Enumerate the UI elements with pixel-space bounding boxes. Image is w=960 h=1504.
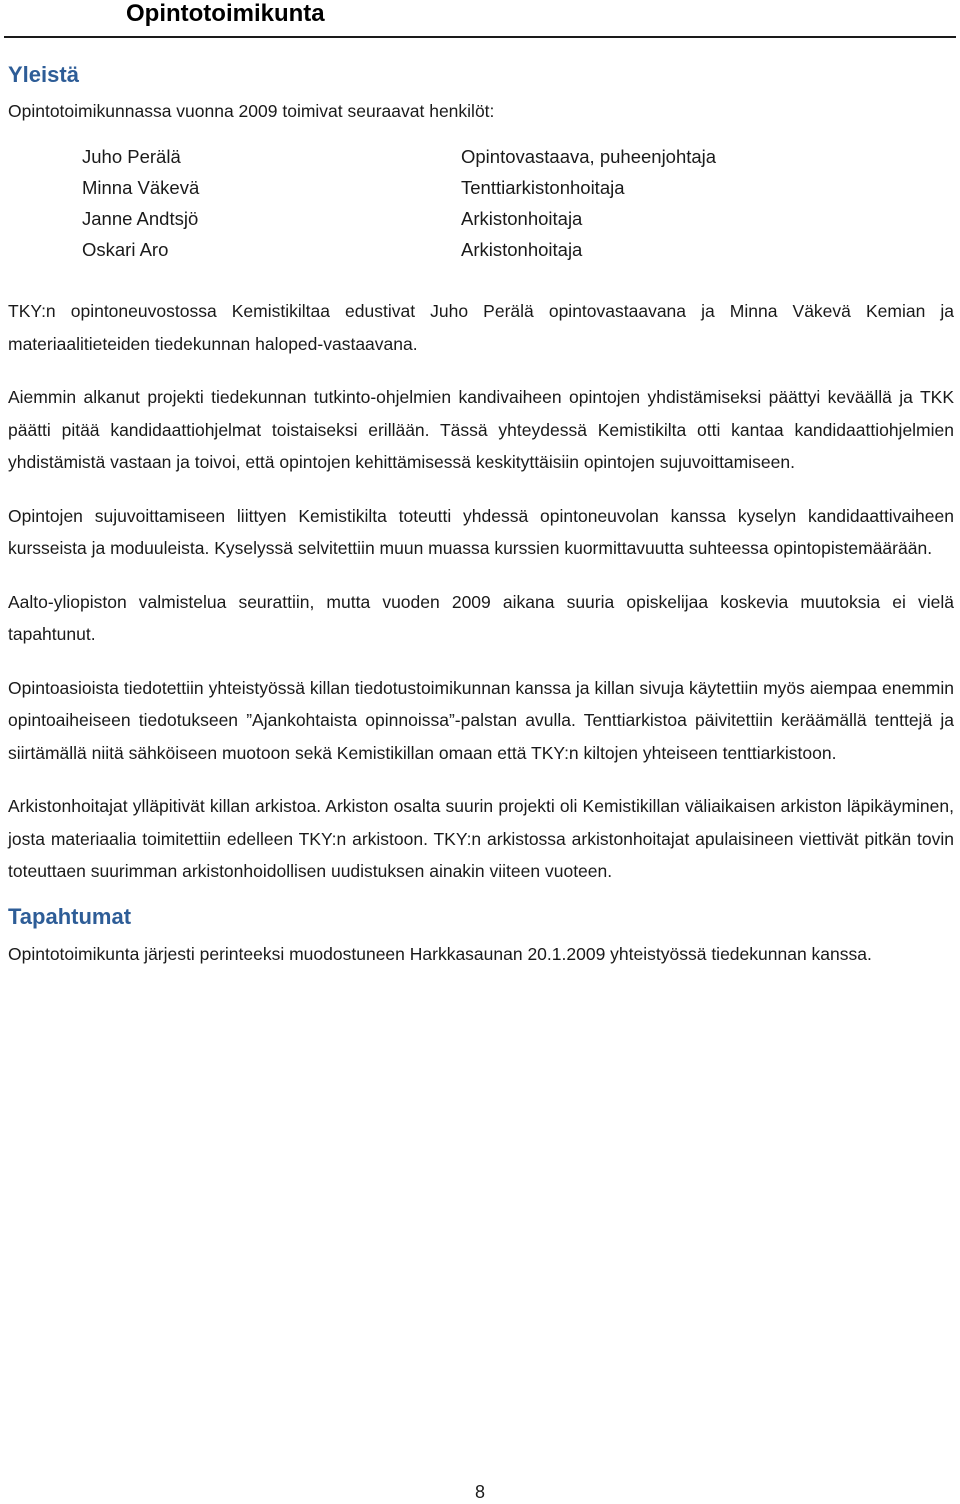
header-rule	[4, 36, 956, 38]
member-name: Juho Perälä	[82, 146, 181, 167]
member-role: Opintovastaava, puheenjohtaja	[461, 146, 717, 167]
page-number: 8	[474, 1482, 485, 1502]
page-title: Opintotoimikunta	[126, 0, 325, 27]
member-name: Minna Väkevä	[82, 177, 200, 198]
paragraph-aalto: Aalto-yliopiston valmistelua seurattiin, mutta vuoden 2009 aikana suuria opiskelijaa koskevia muutoksia ei vielä tapahtunut.	[8, 591, 954, 644]
member-row	[82, 172, 954, 203]
paragraph-kandiprojekti: Aiemmin alkanut projekti tiedekunnan tutkinto-ohjelmien kandivaiheen opintojen yhdistämiseksi päättyi keväällä ja TKK päätti pitää kandidaattiohjelmat toistaiseksi erillään. Tässä yhteydessä Kemistikilta otti kantaa kandidaattiohjelmien yhdistämistä vastaan ja toivoi, että opintojen kehittämisessä keskityttäisiin opintojen sujuvoittamiseen.	[8, 387, 954, 472]
member-row	[82, 203, 954, 234]
section-heading-tapahtumat: Tapahtumat	[8, 903, 132, 929]
paragraph-tiedotus: Opintoasioista tiedotettiin yhteistyössä killan tiedotustoimikunnan kanssa ja killan sivuja käytettiin myös aiempaa enemmin opintoaiheiseen tiedotukseen ”Ajankohtaista opinnoissa”-palstan avulla. Tenttiarkistoa päivitettiin keräämällä tenttejä ja siirtämällä niitä sähköiseen muotoon sekä Kemistikillan omaan että TKY:n kiltojen yhteiseen tenttiarkistoon.	[8, 677, 954, 763]
paragraph-harkkasauna: Opintotoimikunta järjesti perinteeksi muodostuneen Harkkasaunan 20.1.2009 yhteistyössä tiedekunnan kanssa.	[8, 943, 872, 964]
member-name: Janne Andtsjö	[82, 208, 199, 229]
member-role: Arkistonhoitaja	[461, 208, 583, 229]
section-heading-yleista: Yleistä	[8, 62, 79, 87]
page-header	[0, 0, 960, 40]
members-list	[82, 141, 954, 265]
member-role: Tenttiarkistonhoitaja	[461, 177, 625, 198]
member-row	[82, 141, 954, 172]
paragraph-arkisto: Arkistonhoitajat ylläpitivät killan arkistoa. Arkiston osalta suurin projekti oli Kemistikillan väliaikaisen arkiston läpikäyminen, josta materiaalia toimitettiin edelleen TKY:n arkistoon. TKY:n arkistossa arkistonhoitajat apulaisineen viettivät pitkän tovin toteuttaen suurimman arkistonhoidollisen uudistuksen ainakin viiteen vuoteen.	[8, 796, 954, 881]
paragraph-opintoneuvosto: TKY:n opintoneuvostossa Kemistikiltaa edustivat Juho Perälä opintovastaavana ja Minna Väkevä Kemian ja materiaalitieteiden tiedekunnan haloped-vastaavana.	[8, 301, 954, 354]
member-role: Arkistonhoitaja	[461, 239, 583, 260]
member-row	[82, 234, 954, 265]
document-body	[8, 58, 954, 970]
intro-text: Opintotoimikunnassa vuonna 2009 toimivat seuraavat henkilöt:	[8, 101, 495, 121]
member-name: Oskari Aro	[82, 239, 169, 260]
paragraph-kysely: Opintojen sujuvoittamiseen liittyen Kemistikilta toteutti yhdessä opintoneuvolan kanssa kyselyn kandidaattivaiheen kursseista ja moduuleista. Kyselyssä selvitettiin muun muassa kurssien kuormittavuutta suhteessa opintopistemäärään.	[8, 505, 954, 558]
